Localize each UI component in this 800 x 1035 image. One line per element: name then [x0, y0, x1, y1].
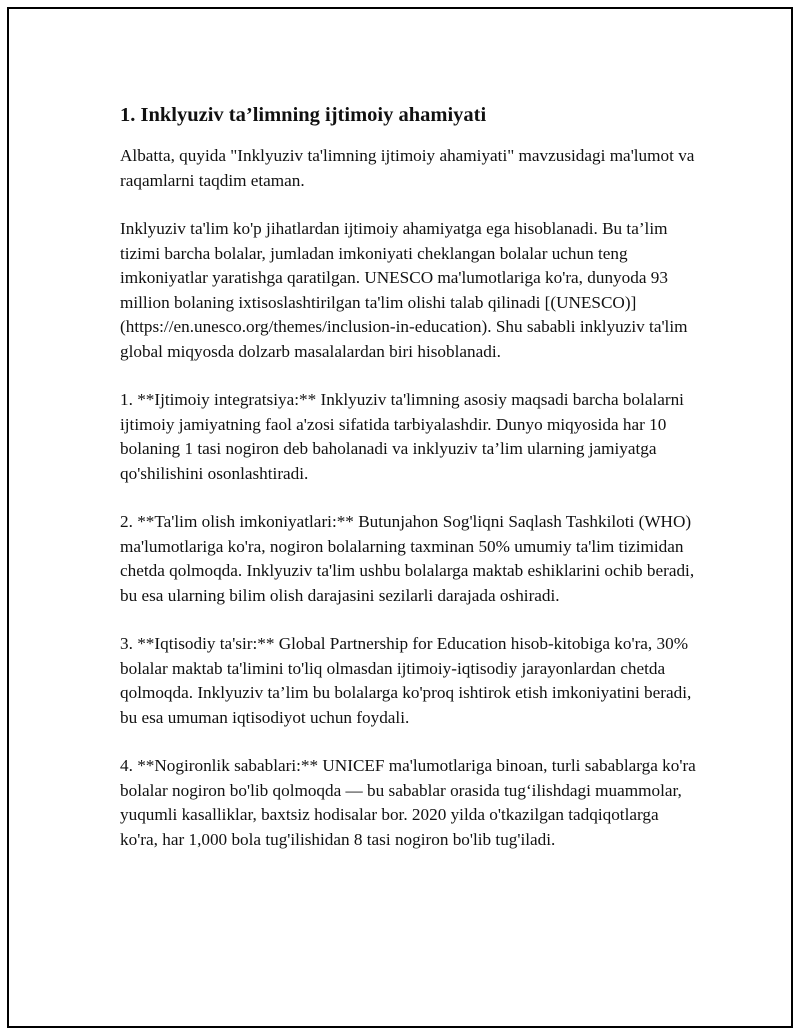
- intro-paragraph: Albatta, quyida "Inklyuziv ta'limning ijtimoiy ahamiyati" mavzusidagi ma'lumot va raqamlarni taqdim etaman.: [120, 146, 695, 190]
- point-disability-causes: 4. **Nogironlik sabablari:** UNICEF ma'lumotlariga binoan, turli sabablarga ko'ra bolalar nogiron bo'lib qolmoqda — bu sabablar orasida tug‘ilishdagi muammolar, yuqumli kasalliklar, baxtsiz hodisalar bor. 2020 yilda o'tkazilgan tadqiqotlarga ko'ra, har 1,000 bola tug'ilishidan 8 tasi nogiron bo'lib tug'iladi.: [120, 756, 696, 849]
- point-economic-impact: 3. **Iqtisodiy ta'sir:** Global Partnership for Education hisob-kitobiga ko'ra, 30% bolalar maktab ta'limini to'liq olmasdan ijtimoiy-iqtisodiy jarayonlardan chetda qolmoqda. Inklyuziv ta’lim bu bolalarga ko'proq ishtirok etish imkoniyatini beradi, bu esa umuman iqtisodiyot uchun foydali.: [120, 634, 692, 727]
- point-education-access: 2. **Ta'lim olish imkoniyatlari:** Butunjahon Sog'liqni Saqlash Tashkiloti (WHO) ma'lumotlariga ko'ra, nogiron bolalarning taxminan 50% umumiy ta'lim tizimidan chetda qolmoqda. Inklyuziv ta'lim ushbu bolalarga maktab eshiklarini ochib beradi, bu esa ularning bilim olish darajasini sezilarli darajada oshiradi.: [120, 512, 695, 605]
- document-body: [120, 101, 700, 876]
- overview-paragraph: Inklyuziv ta'lim ko'p jihatlardan ijtimoiy ahamiyatga ega hisoblanadi. Bu ta’lim tizimi barcha bolalar, jumladan imkoniyati cheklangan bolalar uchun teng imkoniyatlar yaratishga qaratilgan. UNESCO ma'lumotlariga ko'ra, dunyoda 93 million bolaning ixtisoslashtirilgan ta'lim olishi talab qilinadi [(UNESCO)](https://en.unesco.org/themes/inclusion-in-education). Shu sababli inklyuziv ta'lim global miqyosda dolzarb masalalardan biri hisoblanadi.: [120, 219, 688, 361]
- point-social-integration: 1. **Ijtimoiy integratsiya:** Inklyuziv ta'limning asosiy maqsadi barcha bolalarni ijtimoiy jamiyatning faol a'zosi sifatida tarbiyalashdir. Dunyo miqyosida har 10 bolaning 1 tasi nogiron deb baholanadi va inklyuziv ta’lim ularning jamiyatga qo'shilishini osonlashtiradi.: [120, 390, 684, 483]
- section-heading: 1. Inklyuziv ta’limning ijtimoiy ahamiyati: [120, 104, 487, 126]
- page-frame: [7, 7, 793, 1028]
